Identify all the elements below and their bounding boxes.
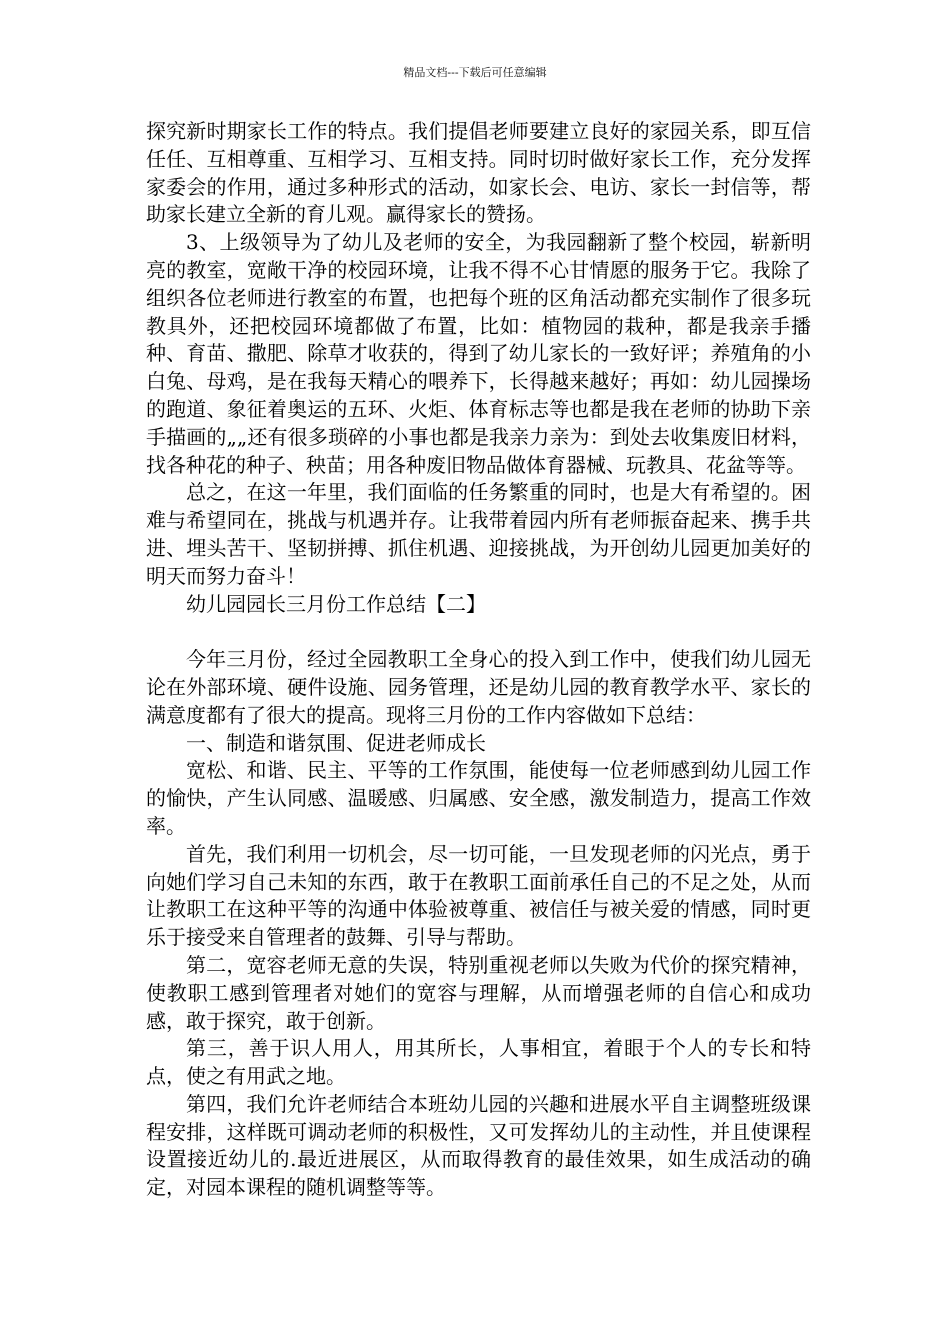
page-header: 精品文档---下载后可任意编辑 (403, 66, 547, 79)
paragraph-7: 第二，宽容老师无意的失误，特别重视老师以失败为代价的探究精神，使教职工感到管理者对她们的宽容与理解，从而增强老师的自信心和成功感，敢于探究，敢于创新。 (146, 952, 811, 1033)
paragraph-8: 第三，善于识人用人，用其所长，人事相宜，着眼于个人的专长和特点，使之有用武之地。 (146, 1036, 811, 1089)
document-body (146, 118, 811, 1202)
paragraph-4: 今年三月份，经过全园教职工全身心的投入到工作中，使我们幼儿园无论在外部环境、硬件设施、园务管理，还是幼儿园的教育教学水平、家长的满意度都有了很大的提高。现将三月份的工作内容做如下总结： (146, 647, 811, 727)
paragraph-2: 3、上级领导为了幼儿及老师的安全，为我园翻新了整个校园，崭新明亮的教室，宽敞干净的校园环境，让我不得不心甘情愿的服务于它。我除了组织各位老师进行教室的布置，也把每个班的区角活动都充实制作了很多玩教具外，还把校园环境都做了布置，比如：植物园的栽种，都是我亲手播种、育苗、撒肥、除草才收获的，得到了幼儿家长的一致好评；养殖角的小白兔、母鸡，是在我每天精心的喂养下，长得越来越好；再如：幼儿园操场的跑道、象征着奥运的五环、火炬、体育标志等也都是我在老师的协助下亲手描画的„„还有很多琐碎的小事也都是我亲力亲为：到处去收集废旧材料，找各种花的种子、秧苗；用各种废旧物品做体育器械、玩教具、花盆等等。 (146, 230, 811, 477)
paragraph-1: 探究新时期家长工作的特点。我们提倡老师要建立良好的家园关系，即互信任任、互相尊重、互相学习、互相支持。同时切时做好家长工作，充分发挥家委会的作用，通过多种形式的活动，如家长会、电访、家长一封信等，帮助家长建立全新的育儿观。赢得家长的赞扬。 (146, 119, 811, 227)
section-title: 幼儿园园长三月份工作总结【二】 (186, 591, 486, 616)
subsection-title: 一、制造和谐氛围、促进老师成长 (186, 730, 486, 755)
blank-line (146, 618, 811, 646)
paragraph-9: 第四，我们允许老师结合本班幼儿园的兴趣和进展水平自主调整班级课程安排，这样既可调动老师的积极性，又可发挥幼儿的主动性，并且使课程设置接近幼儿的.最近进展区，从而取得教育的最佳效果，如生成活动的确定，对园本课程的随机调整等等。 (146, 1091, 811, 1200)
paragraph-6: 首先，我们利用一切机会，尽一切可能，一旦发现老师的闪光点，勇于向她们学习自己未知的东西，敢于在教职工面前承任自己的不足之处，从而让教职工在这种平等的沟通中体验被尊重、被信任与被关爱的情感，同时更乐于接受来自管理者的鼓舞、引导与帮助。 (146, 841, 811, 950)
paragraph-5: 宽松、和谐、民主、平等的工作氛围，能使每一位老师感到幼儿园工作的愉快，产生认同感、温暖感、归属感、安全感，激发制造力，提高工作效率。 (146, 758, 811, 838)
paragraph-3: 总之，在这一年里，我们面临的任务繁重的同时，也是大有希望的。困难与希望同在，挑战与机遇并存。让我带着园内所有老师振奋起来、携手共进、埋头苦干、坚韧拼搏、抓住机遇、迎接挑战，为开创幼儿园更加美好的明天而努力奋斗！ (146, 480, 811, 588)
